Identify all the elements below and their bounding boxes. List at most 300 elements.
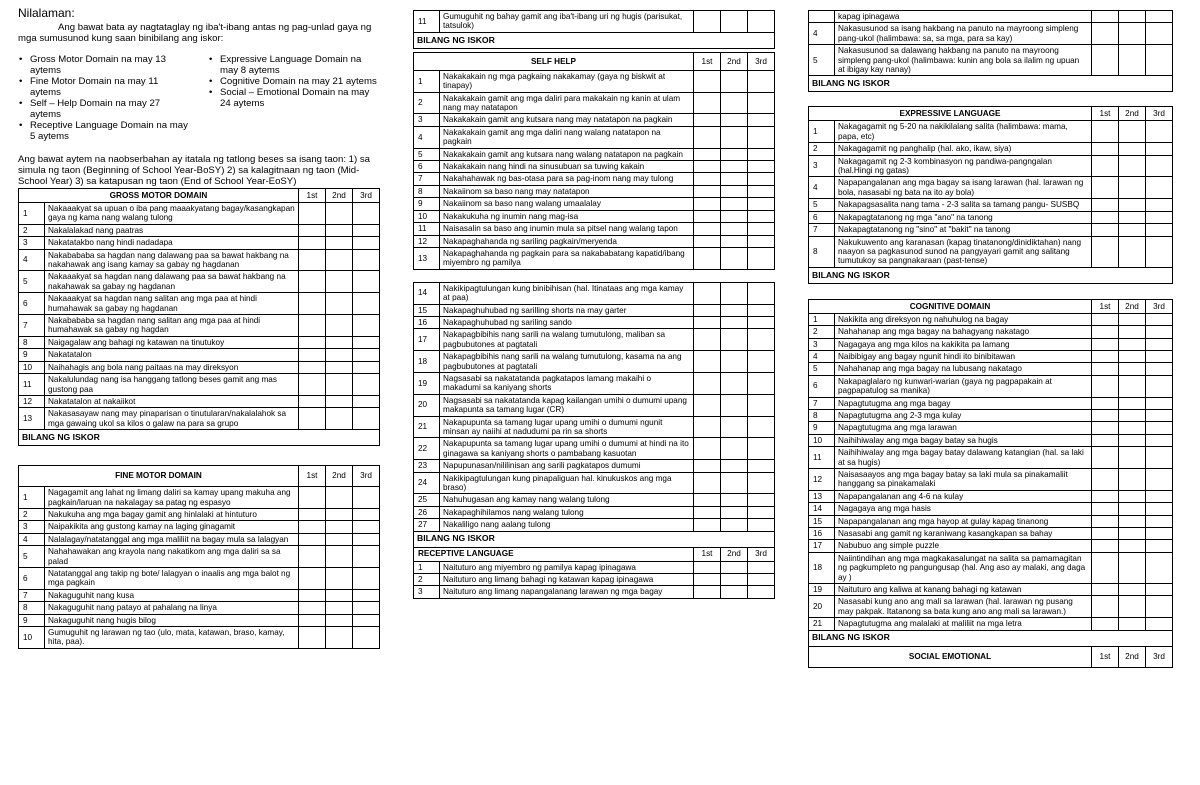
score-cell[interactable]: [353, 508, 380, 520]
score-cell[interactable]: [1119, 23, 1146, 45]
item-text: Napapangalanan ang mga hayop at gulay kapag tinanong: [835, 515, 1092, 527]
item-text: Nakaguguhit nang patayo at pahalang na linya: [45, 602, 299, 614]
score-cell[interactable]: [721, 126, 748, 148]
score-cell[interactable]: [1146, 397, 1173, 409]
col-1st: 1st: [1092, 299, 1119, 313]
score-cell[interactable]: [299, 614, 326, 626]
item-number: 6: [809, 375, 835, 397]
score-cell[interactable]: [1119, 338, 1146, 350]
score-cell[interactable]: [748, 223, 775, 235]
score-cell[interactable]: [694, 351, 721, 373]
score-cell[interactable]: [694, 114, 721, 126]
score-cell[interactable]: [748, 586, 775, 598]
score-cell[interactable]: [1092, 199, 1119, 211]
score-cell[interactable]: [721, 329, 748, 351]
score-cell[interactable]: [1119, 350, 1146, 362]
score-cell[interactable]: [1119, 199, 1146, 211]
intro-text: Ang bawat bata ay nagtataglay ng iba't-ibang antas ng pag-unlad gaya ng mga sumusunod kung saan binibilang ang iskor:: [18, 22, 372, 44]
score-cell[interactable]: [748, 472, 775, 494]
score-cell[interactable]: [1092, 540, 1119, 552]
score-cell[interactable]: [721, 11, 748, 33]
score-cell[interactable]: [748, 126, 775, 148]
score-cell[interactable]: [694, 70, 721, 92]
score-cell[interactable]: [1146, 596, 1173, 618]
score-cell[interactable]: [326, 374, 353, 396]
score-cell[interactable]: [1146, 23, 1173, 45]
score-cell[interactable]: [1119, 397, 1146, 409]
score-cell[interactable]: [326, 533, 353, 545]
score-cell[interactable]: [299, 627, 326, 649]
score-cell[interactable]: [694, 586, 721, 598]
score-cell[interactable]: [1119, 469, 1146, 491]
score-cell[interactable]: [1092, 177, 1119, 199]
score-cell[interactable]: [326, 361, 353, 373]
score-cell[interactable]: [694, 574, 721, 586]
score-cell[interactable]: [1146, 143, 1173, 155]
item-row: [19, 271, 380, 293]
score-cell[interactable]: [721, 506, 748, 518]
score-cell[interactable]: [1092, 503, 1119, 515]
score-cell[interactable]: [1119, 363, 1146, 375]
score-cell[interactable]: [721, 92, 748, 114]
score-cell[interactable]: [1146, 375, 1173, 397]
score-cell[interactable]: [694, 185, 721, 197]
col-3rd: 3rd: [353, 189, 380, 203]
score-cell[interactable]: [326, 546, 353, 568]
score-cell[interactable]: [694, 223, 721, 235]
score-cell[interactable]: [748, 210, 775, 222]
item-text: Napagtutugma ang mga bagay: [835, 397, 1092, 409]
item-number: 15: [414, 304, 440, 316]
score-cell[interactable]: [326, 567, 353, 589]
score-cell[interactable]: [1146, 584, 1173, 596]
score-cell[interactable]: [326, 271, 353, 293]
score-cell[interactable]: [748, 438, 775, 460]
score-cell[interactable]: [694, 247, 721, 269]
score-cell[interactable]: [748, 247, 775, 269]
score-cell[interactable]: [1119, 236, 1146, 267]
score-cell[interactable]: [721, 472, 748, 494]
score-cell[interactable]: [694, 494, 721, 506]
score-cell[interactable]: [721, 416, 748, 438]
score-cell[interactable]: [721, 161, 748, 173]
score-cell[interactable]: [299, 567, 326, 589]
score-cell[interactable]: [1092, 552, 1119, 583]
score-cell[interactable]: [353, 602, 380, 614]
score-cell[interactable]: [1092, 363, 1119, 375]
score-cell[interactable]: [1146, 528, 1173, 540]
score-cell[interactable]: [1119, 155, 1146, 177]
score-cell[interactable]: [721, 304, 748, 316]
score-cell[interactable]: [326, 349, 353, 361]
score-cell[interactable]: [353, 361, 380, 373]
score-cell[interactable]: [748, 11, 775, 33]
score-cell[interactable]: [1146, 434, 1173, 446]
score-cell[interactable]: [1119, 375, 1146, 397]
score-cell[interactable]: [1092, 45, 1119, 76]
item-row: [19, 521, 380, 533]
score-cell[interactable]: [748, 506, 775, 518]
score-cell[interactable]: [326, 293, 353, 315]
score-cell[interactable]: [694, 561, 721, 573]
score-cell[interactable]: [353, 567, 380, 589]
score-cell[interactable]: [1146, 326, 1173, 338]
score-cell[interactable]: [721, 235, 748, 247]
score-cell[interactable]: [353, 224, 380, 236]
score-cell[interactable]: [1092, 236, 1119, 267]
item-number: 7: [809, 224, 835, 236]
score-cell[interactable]: [326, 508, 353, 520]
score-cell[interactable]: [1092, 596, 1119, 618]
score-cell[interactable]: [1146, 490, 1173, 502]
item-number: 2: [809, 143, 835, 155]
score-cell[interactable]: [299, 349, 326, 361]
score-cell[interactable]: [748, 92, 775, 114]
score-cell[interactable]: [1092, 375, 1119, 397]
score-cell[interactable]: [694, 148, 721, 160]
score-cell[interactable]: [299, 336, 326, 348]
score-cell[interactable]: [353, 408, 380, 430]
score-cell[interactable]: [1119, 490, 1146, 502]
score-cell[interactable]: [1092, 528, 1119, 540]
score-cell[interactable]: [694, 506, 721, 518]
score-cell[interactable]: [721, 438, 748, 460]
score-cell[interactable]: [299, 293, 326, 315]
item-number: 20: [414, 394, 440, 416]
score-cell[interactable]: [694, 460, 721, 472]
score-cell[interactable]: [721, 460, 748, 472]
score-cell[interactable]: [1146, 338, 1173, 350]
score-cell[interactable]: [1092, 409, 1119, 421]
score-cell[interactable]: [299, 521, 326, 533]
score-cell[interactable]: [748, 304, 775, 316]
item-number: 9: [414, 198, 440, 210]
score-cell[interactable]: [1092, 422, 1119, 434]
score-cell[interactable]: [353, 627, 380, 649]
score-cell[interactable]: [353, 521, 380, 533]
item-number: 17: [414, 329, 440, 351]
score-cell[interactable]: [694, 198, 721, 210]
score-cell[interactable]: [1119, 326, 1146, 338]
score-cell[interactable]: [748, 519, 775, 531]
score-cell[interactable]: [326, 315, 353, 337]
score-cell[interactable]: [353, 237, 380, 249]
score-cell[interactable]: [748, 372, 775, 394]
score-cell[interactable]: [748, 494, 775, 506]
score-cell[interactable]: [748, 235, 775, 247]
score-cell[interactable]: [353, 203, 380, 225]
score-cell[interactable]: [721, 574, 748, 586]
score-cell[interactable]: [1092, 313, 1119, 325]
score-cell[interactable]: [353, 589, 380, 601]
score-cell[interactable]: [299, 224, 326, 236]
score-cell[interactable]: [748, 198, 775, 210]
score-cell[interactable]: [299, 408, 326, 430]
score-cell[interactable]: [326, 408, 353, 430]
score-cell[interactable]: [721, 586, 748, 598]
score-cell[interactable]: [299, 589, 326, 601]
score-cell[interactable]: [326, 336, 353, 348]
score-cell[interactable]: [1146, 11, 1173, 23]
score-cell[interactable]: [1092, 121, 1119, 143]
score-cell[interactable]: [1119, 11, 1146, 23]
score-cell[interactable]: [353, 614, 380, 626]
item-row: [414, 148, 775, 160]
score-cell[interactable]: [694, 329, 721, 351]
score-cell[interactable]: [326, 627, 353, 649]
score-cell[interactable]: [1092, 350, 1119, 362]
score-cell[interactable]: [1146, 618, 1173, 630]
score-cell[interactable]: [326, 602, 353, 614]
score-cell[interactable]: [748, 114, 775, 126]
item-text: Nakasasayaw nang may pinaparisan o tinutularan/nakalalahok sa mga gawaing ukol sa kilos o galaw na para sa grupo: [45, 408, 299, 430]
score-cell[interactable]: [353, 533, 380, 545]
score-cell[interactable]: [299, 508, 326, 520]
domain-bullet: • Cognitive Domain na may 21 aytems: [220, 76, 380, 87]
score-cell[interactable]: [1146, 45, 1173, 76]
item-text: Napapangalanan ang 4-6 na kulay: [835, 490, 1092, 502]
score-cell[interactable]: [1092, 515, 1119, 527]
item-number: 1: [19, 203, 45, 225]
score-cell[interactable]: [326, 237, 353, 249]
score-cell[interactable]: [1146, 224, 1173, 236]
item-text: Nakakukuha ng inumin nang mag-isa: [440, 210, 694, 222]
score-cell[interactable]: [299, 395, 326, 407]
score-cell[interactable]: [1092, 447, 1119, 469]
score-cell[interactable]: [721, 561, 748, 573]
score-cell[interactable]: [721, 316, 748, 328]
score-cell[interactable]: [748, 561, 775, 573]
score-cell[interactable]: [694, 438, 721, 460]
score-cell[interactable]: [326, 589, 353, 601]
score-cell[interactable]: [299, 249, 326, 271]
col-1st: 1st: [1092, 107, 1119, 121]
score-cell[interactable]: [353, 374, 380, 396]
score-cell[interactable]: [1146, 422, 1173, 434]
score-cell[interactable]: [721, 519, 748, 531]
score-cell[interactable]: [694, 126, 721, 148]
score-cell[interactable]: [1146, 363, 1173, 375]
item-number: 4: [809, 23, 835, 45]
score-cell[interactable]: [1146, 540, 1173, 552]
score-cell[interactable]: [748, 329, 775, 351]
score-cell[interactable]: [1119, 552, 1146, 583]
score-cell[interactable]: [694, 161, 721, 173]
score-cell[interactable]: [721, 394, 748, 416]
score-cell[interactable]: [1119, 596, 1146, 618]
score-cell[interactable]: [721, 148, 748, 160]
score-cell[interactable]: [1119, 45, 1146, 76]
score-cell[interactable]: [1146, 121, 1173, 143]
score-cell[interactable]: [1119, 224, 1146, 236]
score-cell[interactable]: [694, 92, 721, 114]
score-cell[interactable]: [748, 70, 775, 92]
score-cell[interactable]: [1146, 177, 1173, 199]
score-cell[interactable]: [1119, 503, 1146, 515]
score-cell[interactable]: [299, 203, 326, 225]
domain-list-left: [18, 54, 190, 142]
score-cell[interactable]: [721, 210, 748, 222]
item-number: 11: [414, 11, 440, 33]
score-cell[interactable]: [1146, 155, 1173, 177]
score-cell[interactable]: [1146, 552, 1173, 583]
score-cell[interactable]: [1119, 618, 1146, 630]
score-cell[interactable]: [326, 249, 353, 271]
score-cell[interactable]: [326, 203, 353, 225]
score-cell[interactable]: [299, 533, 326, 545]
score-cell[interactable]: [1092, 11, 1119, 23]
score-cell[interactable]: [1092, 397, 1119, 409]
col-1st: 1st: [1092, 646, 1119, 667]
gross-motor-title: GROSS MOTOR DOMAIN: [19, 189, 299, 203]
score-cell[interactable]: [1092, 224, 1119, 236]
item-number: 24: [414, 472, 440, 494]
score-cell[interactable]: [694, 416, 721, 438]
score-cell[interactable]: [1092, 618, 1119, 630]
score-cell[interactable]: [1092, 23, 1119, 45]
score-cell[interactable]: [299, 315, 326, 337]
score-cell[interactable]: [1119, 447, 1146, 469]
score-cell[interactable]: [694, 173, 721, 185]
score-cell[interactable]: [1092, 434, 1119, 446]
score-cell[interactable]: [1119, 313, 1146, 325]
score-cell[interactable]: [1119, 528, 1146, 540]
score-cell[interactable]: [721, 173, 748, 185]
score-cell[interactable]: [748, 173, 775, 185]
score-cell[interactable]: [1092, 211, 1119, 223]
score-cell[interactable]: [299, 361, 326, 373]
score-cell[interactable]: [1119, 177, 1146, 199]
score-cell[interactable]: [748, 185, 775, 197]
score-cell[interactable]: [299, 546, 326, 568]
score-cell[interactable]: [1092, 490, 1119, 502]
col-2nd: 2nd: [721, 547, 748, 561]
score-cell[interactable]: [1092, 584, 1119, 596]
score-cell[interactable]: [694, 372, 721, 394]
score-cell[interactable]: [353, 546, 380, 568]
score-cell[interactable]: [353, 315, 380, 337]
score-cell[interactable]: [748, 574, 775, 586]
score-cell[interactable]: [1146, 199, 1173, 211]
score-cell[interactable]: [299, 374, 326, 396]
score-cell[interactable]: [299, 271, 326, 293]
score-cell[interactable]: [326, 487, 353, 509]
score-cell[interactable]: [326, 521, 353, 533]
score-cell[interactable]: [353, 487, 380, 509]
score-cell[interactable]: [694, 304, 721, 316]
score-cell[interactable]: [748, 416, 775, 438]
item-number: 6: [19, 567, 45, 589]
score-cell[interactable]: [1146, 469, 1173, 491]
item-text: Nahahawakan ang krayola nang nakatikom ang mga daliri sa sa palad: [45, 546, 299, 568]
score-cell[interactable]: [748, 161, 775, 173]
score-cell[interactable]: [721, 494, 748, 506]
score-cell[interactable]: [694, 316, 721, 328]
score-cell[interactable]: [748, 394, 775, 416]
score-cell[interactable]: [721, 282, 748, 304]
score-cell[interactable]: [1092, 326, 1119, 338]
score-cell[interactable]: [353, 349, 380, 361]
score-cell[interactable]: [353, 249, 380, 271]
score-cell[interactable]: [694, 472, 721, 494]
score-cell[interactable]: [1119, 422, 1146, 434]
score-cell[interactable]: [721, 185, 748, 197]
score-cell[interactable]: [721, 223, 748, 235]
score-cell[interactable]: [721, 351, 748, 373]
score-cell[interactable]: [694, 394, 721, 416]
score-cell[interactable]: [1119, 143, 1146, 155]
score-cell[interactable]: [1119, 515, 1146, 527]
score-cell[interactable]: [721, 198, 748, 210]
score-cell[interactable]: [694, 210, 721, 222]
score-cell[interactable]: [299, 487, 326, 509]
score-cell[interactable]: [1119, 584, 1146, 596]
item-number: 3: [809, 155, 835, 177]
score-cell[interactable]: [1092, 338, 1119, 350]
score-cell[interactable]: [326, 614, 353, 626]
score-cell[interactable]: [721, 70, 748, 92]
score-cell[interactable]: [694, 11, 721, 33]
item-row: [809, 528, 1173, 540]
score-cell[interactable]: [748, 148, 775, 160]
item-number: 1: [414, 561, 440, 573]
score-cell[interactable]: [353, 293, 380, 315]
item-number: 16: [809, 528, 835, 540]
score-cell[interactable]: [748, 316, 775, 328]
score-cell[interactable]: [299, 602, 326, 614]
score-cell[interactable]: [1146, 409, 1173, 421]
score-cell[interactable]: [353, 395, 380, 407]
score-cell[interactable]: [1146, 515, 1173, 527]
score-cell[interactable]: [1092, 155, 1119, 177]
score-cell[interactable]: [1119, 434, 1146, 446]
score-cell[interactable]: [748, 282, 775, 304]
score-cell[interactable]: [748, 460, 775, 472]
score-cell[interactable]: [1119, 409, 1146, 421]
score-cell[interactable]: [1146, 503, 1173, 515]
score-cell[interactable]: [1146, 211, 1173, 223]
score-cell[interactable]: [1146, 350, 1173, 362]
score-cell[interactable]: [694, 282, 721, 304]
item-number: 14: [414, 282, 440, 304]
score-cell[interactable]: [694, 235, 721, 247]
score-cell[interactable]: [1146, 447, 1173, 469]
self-help-cont-table: [413, 282, 775, 599]
score-cell[interactable]: [326, 395, 353, 407]
score-cell[interactable]: [353, 336, 380, 348]
score-cell[interactable]: [721, 247, 748, 269]
score-cell[interactable]: [326, 224, 353, 236]
expressive-score: BILANG NG ISKOR: [809, 267, 1173, 283]
score-cell[interactable]: [1092, 143, 1119, 155]
score-cell[interactable]: [748, 351, 775, 373]
score-cell[interactable]: [1119, 211, 1146, 223]
item-text: Nakapaghihilamos nang walang tulong: [440, 506, 694, 518]
score-cell[interactable]: [1092, 469, 1119, 491]
score-cell[interactable]: [1119, 121, 1146, 143]
score-cell[interactable]: [299, 237, 326, 249]
score-cell[interactable]: [1146, 313, 1173, 325]
score-cell[interactable]: [694, 519, 721, 531]
score-cell[interactable]: [721, 372, 748, 394]
score-cell[interactable]: [721, 114, 748, 126]
item-row: [414, 372, 775, 394]
item-row: [809, 540, 1173, 552]
score-cell[interactable]: [353, 271, 380, 293]
item-text: Naituturo ang miyembro ng pamilya kapag ipinagawa: [440, 561, 694, 573]
score-cell[interactable]: [1146, 236, 1173, 267]
score-cell[interactable]: [1119, 540, 1146, 552]
